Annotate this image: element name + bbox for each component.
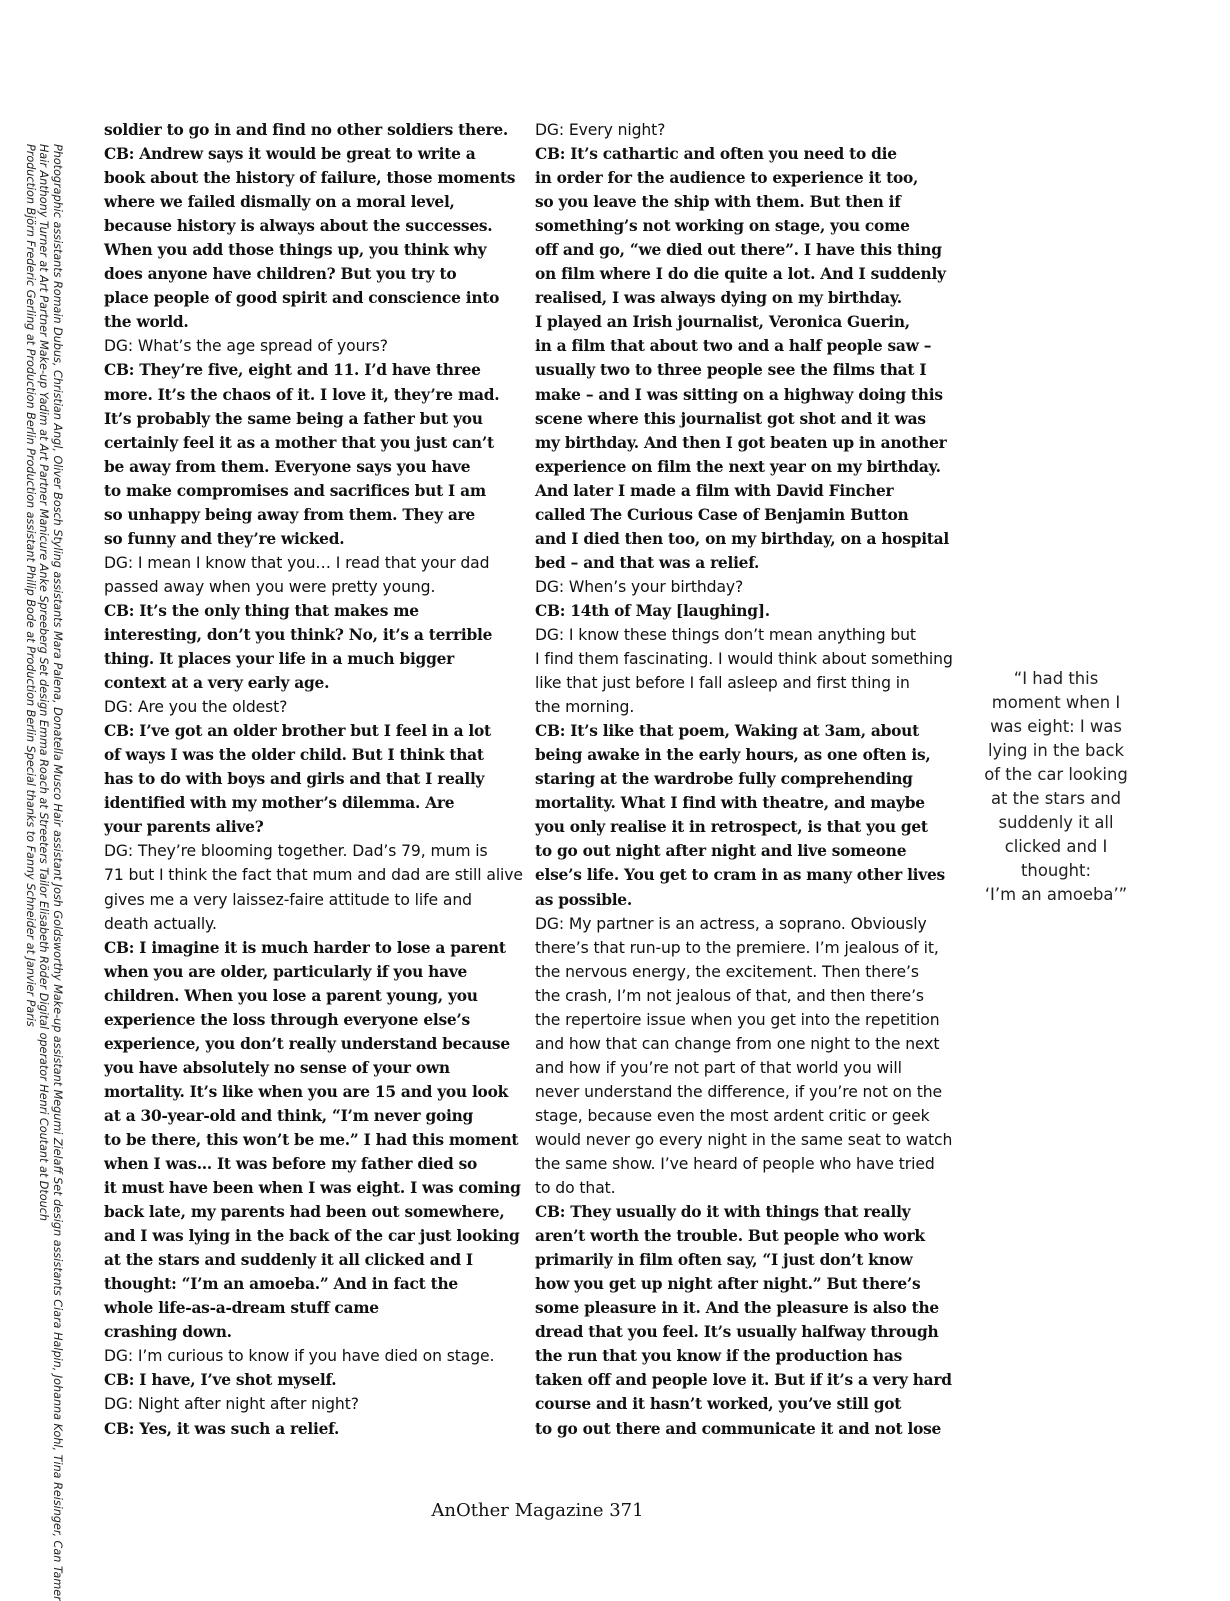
text-line: identified with my mother’s dilemma. Are [104, 794, 455, 813]
text-line: else’s life. You get to cram in as many other lives [535, 866, 945, 885]
text-line: scene where this journalist got shot and it was [535, 409, 926, 428]
text-line: the morning. [535, 698, 635, 717]
text-line: some pleasure in it. And the pleasure is also the [535, 1299, 939, 1318]
text-line: you have absolutely no sense of your own [104, 1058, 450, 1077]
text-line: something’s not working on stage, you come [535, 217, 910, 236]
text-line: DG: What’s the age spread of yours? [104, 337, 388, 356]
text-line: realised, I was always dying on my birthday. [535, 289, 902, 308]
text-line: your parents alive? [104, 818, 264, 837]
text-line: place people of good spirit and conscience into [104, 289, 500, 308]
text-line: the repertoire issue when you get into the repetition [535, 1010, 940, 1029]
text-line: being awake in the early hours, as one often is, [535, 746, 931, 765]
text-line: aren’t worth the trouble. But people who work [535, 1227, 925, 1246]
text-line: there’s that run-up to the premiere. I’m jealous of it, [535, 938, 939, 957]
text-line: be away from them. Everyone says you have [104, 457, 471, 476]
text-line: and how that can change from one night to the next [535, 1034, 940, 1053]
text-line: taken off and people love it. But if it’s a very hard [535, 1371, 952, 1390]
text-line: certainly feel it as a mother that you just can’t [104, 433, 494, 452]
interview-column-right [535, 118, 965, 1441]
text-line: DG: When’s your birthday? [535, 577, 744, 596]
text-line: DG: I’m curious to know if you have died on stage. [104, 1347, 495, 1366]
text-line: to make compromises and sacrifices but I am [104, 481, 486, 500]
pull-quote-line: lying in the back [987, 741, 1125, 760]
pull-quote-line: ‘I’m an amoeba’” [984, 885, 1128, 904]
text-line: where we failed dismally on a moral level, [104, 193, 455, 212]
text-line: so funny and they’re wicked. [104, 529, 345, 548]
text-line: back late, my parents had been out somewhere, [104, 1203, 505, 1222]
text-line: experience, you don’t really understand because [104, 1034, 510, 1053]
text-line: to go out night after night and live someone [535, 842, 907, 861]
text-line: CB: It’s like that poem, Waking at 3am, about [535, 722, 919, 741]
text-line: DG: I know these things don’t mean anything but [535, 625, 916, 644]
text-line: it must have been when I was eight. I was coming [104, 1179, 521, 1198]
text-line: crashing down. [104, 1323, 232, 1342]
interview-column-left [104, 118, 534, 1441]
text-line: make – and I was sitting on a highway doing this [535, 385, 943, 404]
credits-line-3: Production Björn Frederic Gerling at Production Berlin Production assistant Philip Bode at Production Berlin Special thanks to Fanny Schneider at Janvier Paris [24, 144, 37, 1027]
text-line: CB: I have, I’ve shot myself. [104, 1371, 337, 1390]
text-line: and I was lying in the back of the car just looking [104, 1227, 520, 1246]
text-line: staring at the wardrobe fully comprehending [535, 770, 913, 789]
text-line: my birthday. And then I got beaten up in another [535, 433, 947, 452]
pull-quote [982, 667, 1130, 907]
pull-quote-line: clicked and I [1004, 837, 1108, 856]
text-line: you only realise it in retrospect, is that you get [535, 818, 928, 837]
text-line: usually two to three people see the films that I [535, 361, 927, 380]
pull-quote-line: moment when I [991, 693, 1121, 712]
text-line: stage, because even the most ardent critic or geek [535, 1106, 930, 1125]
text-line: thought: “I’m an amoeba.” And in fact the [104, 1275, 458, 1294]
text-line: so unhappy being away from them. They are [104, 505, 475, 524]
text-line: the run that you know if the production has [535, 1347, 903, 1366]
text-line: death actually. [104, 914, 217, 933]
page-folio: AnOther Magazine 371 [431, 1500, 644, 1521]
text-line: DG: Every night? [535, 121, 666, 139]
text-line: at a 30-year-old and think, “I’m never going [104, 1106, 474, 1125]
text-line: to go out there and communicate it and not lose [535, 1419, 942, 1438]
text-line: and how if you’re not part of that world you will [535, 1058, 902, 1077]
text-line: soldier to go in and find no other soldiers there. [104, 121, 509, 139]
text-line: CB: It’s the only thing that makes me [104, 601, 419, 620]
text-line: on film where I do die quite a lot. And I suddenly [535, 265, 946, 284]
text-line: gives me a very laissez-faire attitude to life and [104, 890, 472, 909]
pull-quote-line: thought: [1021, 861, 1091, 880]
text-line: 71 but I think the fact that mum and dad are still alive [104, 866, 523, 885]
text-line: course and it hasn’t worked, you’ve still got [535, 1395, 902, 1414]
text-line: experience on film the next year on my birthday. [535, 457, 941, 476]
text-line: CB: 14th of May [laughing]. [535, 601, 770, 620]
text-line: primarily in film often say, “I just don’t know [535, 1251, 913, 1270]
text-line: DG: I mean I know that you… I read that your dad [104, 553, 490, 572]
pull-quote-line: was eight: I was [990, 717, 1122, 736]
text-line: to be there, this won’t be me.” I had this moment [104, 1130, 519, 1149]
text-line: experience the loss through everyone else’s [104, 1010, 470, 1029]
text-line: the crash, I’m not jealous of that, and then there’s [535, 986, 924, 1005]
text-line: because history is always about the successes. [104, 217, 493, 236]
pull-quote-line: suddenly it all [998, 813, 1114, 832]
credits-line-2: Hair Anthony Turner at Art Partner Make-up Yadim at Art Partner Manicure Anke Spreeberg Set design Emma Roach at Streeters Tailor Elisabeth Röder Digital operator Henri Coutant at Dtouch [37, 144, 51, 1221]
pull-quote-line: at the stars and [990, 789, 1122, 808]
text-line: book about the history of failure, those moments [104, 169, 516, 188]
pull-quote-line: “I had this [1013, 669, 1099, 688]
text-line: called The Curious Case of Benjamin Button [535, 505, 909, 524]
text-line: DG: My partner is an actress, a soprano. Obviously [535, 914, 927, 933]
text-line: CB: Andrew says it would be great to write a [104, 145, 476, 164]
text-line: bed – and that was a relief. [535, 553, 760, 572]
text-line: CB: They usually do it with things that really [535, 1203, 911, 1222]
text-line: passed away when you were pretty young. [104, 577, 436, 596]
text-line: DG: They’re blooming together. Dad’s 79, mum is [104, 842, 488, 861]
text-line: And later I made a film with David Fincher [535, 481, 894, 500]
text-line: the nervous energy, the excitement. Then there’s [535, 962, 919, 981]
photo-credits [24, 144, 64, 1601]
text-line: thing. It places your life in a much bigger [104, 650, 454, 669]
text-line: the same show. I’ve heard of people who have tried [535, 1155, 935, 1174]
text-line: so you leave the ship with them. But then if [535, 193, 901, 212]
text-line: dread that you feel. It’s usually halfway through [535, 1323, 939, 1342]
text-line: at the stars and suddenly it all clicked and I [104, 1251, 473, 1270]
text-line: of ways I was the older child. But I think that [104, 746, 484, 765]
text-line: off and go, “we died out there”. I have this thing [535, 241, 942, 260]
text-line: When you add those things up, you think why [104, 241, 487, 260]
text-line: children. When you lose a parent young, you [104, 986, 478, 1005]
text-line: in order for the audience to experience it too, [535, 169, 919, 188]
text-line: has to do with boys and girls and that I really [104, 770, 485, 789]
text-line: I find them fascinating. I would think about something [535, 650, 953, 669]
text-line: as possible. [535, 890, 632, 909]
text-line: when you are older, particularly if you have [104, 962, 468, 981]
text-line: CB: I’ve got an older brother but I feel in a lot [104, 722, 491, 741]
text-line: when I was… It was before my father died so [104, 1155, 478, 1174]
text-line: and I died then too, on my birthday, on a hospital [535, 529, 949, 548]
text-line: never understand the difference, if you’re not on the [535, 1082, 943, 1101]
text-line: CB: It’s cathartic and often you need to die [535, 145, 897, 164]
text-line: It’s probably the same being a father but you [104, 409, 483, 428]
text-line: DG: Are you the oldest? [104, 698, 288, 717]
text-line: whole life-as-a-dream stuff came [104, 1299, 379, 1318]
text-line: would never go every night in the same seat to watch [535, 1130, 953, 1149]
text-line: the world. [104, 313, 189, 332]
credits-line-1: Photographic assistants Romain Dubus, Christian Angl, Oliver Bosch Styling assistants Mara Palena, Donatella Musco Hair assistant Josh Goldsworthy Make-up assistant Megumi Zielaff Set design assistants Ciara Halpin, Johanna Kohl, Tina Reisinger, Can Tamer [51, 144, 64, 1601]
text-line: in a film that about two and a half people saw – [535, 337, 932, 356]
text-line: CB: Yes, it was such a relief. [104, 1419, 340, 1438]
text-line: does anyone have children? But you try to [104, 265, 457, 284]
text-line: CB: I imagine it is much harder to lose a parent [104, 938, 506, 957]
text-line: mortality. It’s like when you are 15 and you look [104, 1082, 509, 1101]
text-line: mortality. What I find with theatre, and maybe [535, 794, 925, 813]
text-line: to do that. [535, 1179, 616, 1198]
text-line: how you get up night after night.” But there’s [535, 1275, 921, 1294]
text-line: interesting, don’t you think? No, it’s a terrible [104, 625, 493, 644]
text-line: like that just before I fall asleep and first thing in [535, 674, 910, 693]
text-line: more. It’s the chaos of it. I love it, they’re mad. [104, 385, 500, 404]
pull-quote-line: of the car looking [984, 765, 1128, 784]
text-line: I played an Irish journalist, Veronica Guerin, [535, 313, 910, 332]
text-line: DG: Night after night after night? [104, 1395, 359, 1414]
text-line: context at a very early age. [104, 674, 330, 693]
text-line: CB: They’re five, eight and 11. I’d have three [104, 361, 481, 380]
